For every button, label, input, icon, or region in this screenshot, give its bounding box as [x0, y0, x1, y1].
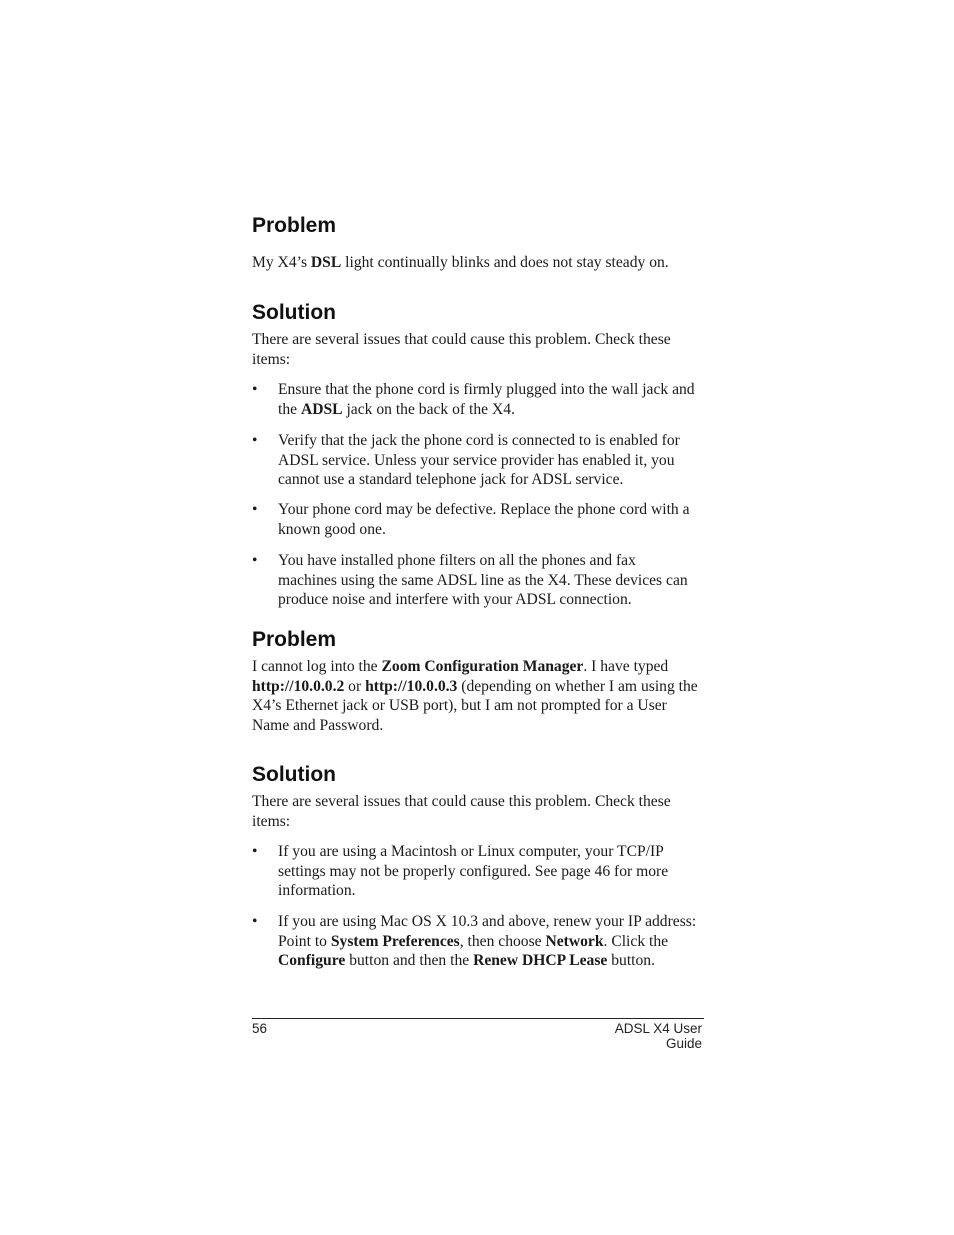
list-item-text: Ensure that the phone cord is firmly plugged into the wall jack and the ADSL jack on the back of the X4.: [278, 381, 695, 418]
list-item-text: If you are using a Macintosh or Linux computer, your TCP/IP settings may not be properly configured. See page 46 for more information.: [278, 843, 669, 899]
list-item-text: If you are using Mac OS X 10.3 and above, renew your IP address: Point to System Preferences, then choose Network. Click the Configure button and then the Renew DHCP Lease button.: [278, 913, 697, 969]
page-number: 56: [252, 1021, 268, 1036]
problem-1-text: My X4’s DSL light continually blinks and does not stay steady on.: [252, 254, 669, 271]
guide-title: ADSL X4 User Guide: [614, 1021, 702, 1051]
bullet-icon: •: [252, 501, 258, 518]
bullet-icon: •: [252, 913, 258, 930]
bullet-icon: •: [252, 381, 258, 398]
solution-1-intro: There are several issues that could cause this problem. Check these items:: [252, 331, 671, 368]
solution-2-intro: There are several issues that could cause this problem. Check these items:: [252, 793, 671, 830]
list-item-text: Your phone cord may be defective. Replace the phone cord with a known good one.: [278, 501, 690, 538]
bullet-icon: •: [252, 432, 258, 449]
section-heading-problem-2: Problem: [252, 628, 337, 651]
list-item-text: Verify that the jack the phone cord is connected to is enabled for ADSL service. Unless your service provider has enabled it, you cannot use a standard telephone jack for ADSL service.: [278, 432, 680, 488]
bullet-icon: •: [252, 843, 258, 860]
section-heading-solution-2: Solution: [252, 763, 336, 786]
footer-divider: [252, 1018, 704, 1019]
section-heading-problem-1: Problem: [252, 214, 337, 237]
bullet-icon: •: [252, 552, 258, 569]
list-item-text: You have installed phone filters on all the phones and fax machines using the same ADSL line as the X4. These devices can produce noise and interfere with your ADSL connection.: [278, 552, 688, 608]
section-heading-solution-1: Solution: [252, 301, 336, 324]
problem-2-text: I cannot log into the Zoom Configuration Manager. I have typed http://10.0.0.2 or http://10.0.0.3 (depending on whether I am using the X4’s Ethernet jack or USB port), but I am not prompted for a User Name and Password.: [252, 658, 698, 734]
